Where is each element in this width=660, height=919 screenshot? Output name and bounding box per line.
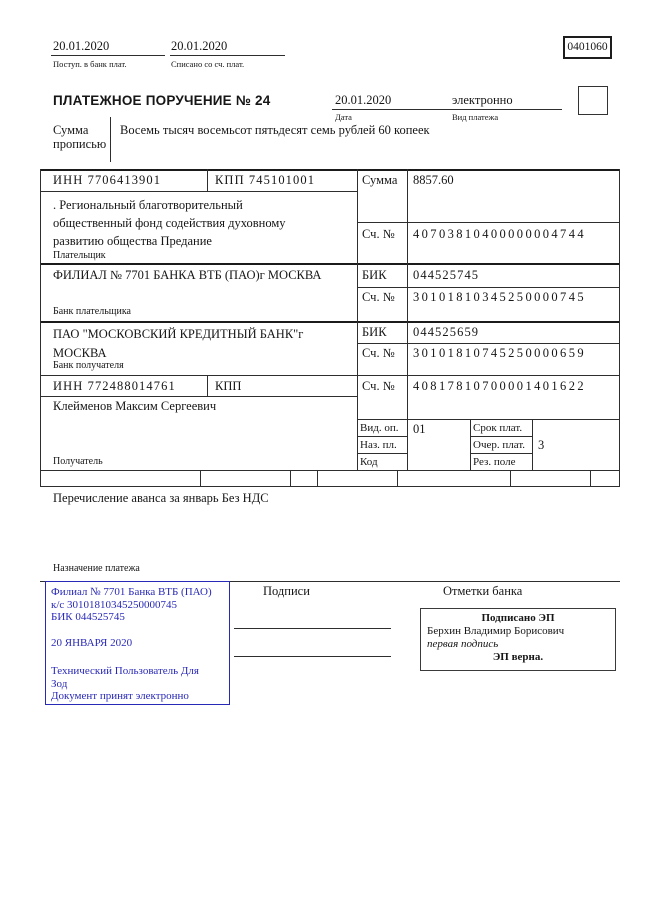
table-line [407, 169, 408, 470]
payee-bank-account-number: 30101810745250000659 [413, 346, 586, 360]
table-line [357, 453, 408, 454]
tax-cell-line [290, 470, 291, 486]
amount-value: 8857.60 [413, 173, 454, 187]
payer-inn: ИНН 7706413901 [53, 173, 162, 187]
payer-account-number: 40703810400000004744 [413, 227, 586, 241]
table-line [357, 419, 620, 420]
table-line [470, 436, 533, 437]
table-line [207, 169, 208, 191]
divider-line [110, 117, 111, 162]
table-line [40, 321, 620, 323]
table-line [470, 453, 533, 454]
table-line [470, 419, 471, 470]
table-line [40, 396, 357, 397]
divider-line [332, 109, 459, 110]
esign-stamp-box [420, 608, 616, 671]
table-line [532, 419, 533, 470]
divider-line [449, 109, 562, 110]
table-line [357, 222, 620, 223]
table-line [357, 343, 620, 344]
payment-type-value: электронно [452, 93, 513, 107]
code-label: Код [360, 456, 378, 468]
payee-inn: ИНН 772488014761 [53, 379, 176, 393]
stamp-note: Документ принят электронно [51, 690, 189, 702]
bank-stamp-box [45, 581, 230, 705]
operation-type-value: 01 [413, 422, 426, 436]
payment-purpose-label: Назначение платежа [53, 563, 140, 574]
priority-label: Очер. плат. [473, 439, 526, 451]
payer-bank-account-number: 30101810345250000745 [413, 290, 586, 304]
payment-type-label: Вид платежа [452, 112, 499, 122]
divider-line [170, 55, 285, 56]
amount-label: Сумма [362, 173, 398, 187]
payer-bank-section-label: Банк плательщика [53, 306, 131, 317]
table-line [40, 486, 620, 487]
table-line [207, 375, 208, 396]
table-line [357, 436, 408, 437]
signature-line [234, 656, 391, 657]
esign-verified: ЭП верна. [492, 651, 544, 663]
payee-bank-name: ПАО "МОСКОВСКИЙ КРЕДИТНЫЙ БАНК"г МОСКВА [53, 327, 304, 360]
payee-kpp-label: КПП [215, 379, 242, 393]
esign-signer-name: Берхин Владимир Борисович [427, 625, 565, 637]
priority-value: 3 [538, 438, 545, 452]
stamp-user: Технический Пользователь Для Зод [51, 665, 199, 690]
tax-cell-line [510, 470, 511, 486]
table-line [357, 287, 620, 288]
table-border [40, 169, 620, 171]
bank-marks-label: Отметки банка [443, 584, 523, 598]
document-title: ПЛАТЕЖНОЕ ПОРУЧЕНИЕ № 24 [53, 93, 271, 108]
table-line [40, 470, 620, 471]
payer-name: . Региональный благотворительный общественный фонд содействия духовному развитию общества Предание [53, 198, 286, 248]
table-line [40, 169, 41, 486]
payee-bank-section-label: Банк получателя [53, 360, 124, 371]
signature-line [234, 628, 391, 629]
payee-section-label: Получатель [53, 456, 103, 467]
stamp-bik: БИК 044525745 [51, 611, 125, 623]
payer-bank-name: ФИЛИАЛ № 7701 БАНКА ВТБ (ПАО)г МОСКВА [53, 268, 322, 282]
reserve-field-label: Рез. поле [473, 456, 516, 468]
payee-name: Клейменов Максим Сергеевич [53, 399, 217, 413]
tax-cell-line [397, 470, 398, 486]
payer-bank-bik: 044525745 [413, 268, 480, 282]
tax-cell-line [590, 470, 591, 486]
operation-type-label: Вид. оп. [360, 422, 399, 434]
document-date: 20.01.2020 [335, 93, 392, 107]
amount-in-words-label2: прописью [53, 137, 107, 151]
esign-subtitle: первая подпись [427, 638, 499, 650]
due-date-label: Срок плат. [473, 422, 523, 434]
tax-cell-line [317, 470, 318, 486]
payee-account-label: Сч. № [362, 379, 395, 393]
received-in-bank-label: Поступ. в банк плат. [53, 59, 127, 69]
debited-from-account-label: Списано со сч. плат. [171, 59, 245, 69]
table-line [40, 191, 357, 192]
divider-line [51, 55, 165, 56]
debited-from-account-date: 20.01.2020 [171, 39, 228, 53]
payee-bank-bik-label: БИК [362, 325, 387, 339]
stamp-date: 20 ЯНВАРЯ 2020 [51, 636, 133, 649]
amount-in-words-label: Сумма [53, 123, 89, 137]
stamp-bank-name: Филиал № 7701 Банка ВТБ (ПАО) [51, 586, 212, 598]
payer-bank-account-label: Сч. № [362, 290, 395, 304]
payer-kpp: КПП 745101001 [215, 173, 316, 187]
table-line [40, 375, 620, 376]
form-code-box: 0401060 [563, 36, 612, 59]
payer-section-label: Плательщик [53, 250, 106, 261]
payee-bank-bik: 044525659 [413, 325, 480, 339]
payee-bank-account-label: Сч. № [362, 346, 395, 360]
table-line [619, 169, 620, 486]
table-line [357, 169, 358, 470]
payment-purpose-value: Перечисление аванса за январь Без НДС [53, 491, 269, 505]
empty-checkbox [578, 86, 608, 115]
tax-cell-line [200, 470, 201, 486]
stamp-corr-account: к/с 30101810345250000745 [51, 598, 178, 611]
amount-in-words-value: Восемь тысяч восемьсот пятьдесят семь рублей 60 копеек [120, 123, 430, 137]
signatures-label: Подписи [263, 584, 310, 598]
esign-title: Подписано ЭП [481, 612, 555, 624]
table-line [40, 263, 620, 265]
payer-account-label: Сч. № [362, 227, 395, 241]
date-label: Дата [335, 112, 352, 122]
payer-bank-bik-label: БИК [362, 268, 387, 282]
purpose-code-label: Наз. пл. [360, 439, 397, 451]
payee-account-number: 40817810700001401622 [413, 379, 586, 393]
received-in-bank-date: 20.01.2020 [53, 39, 110, 53]
